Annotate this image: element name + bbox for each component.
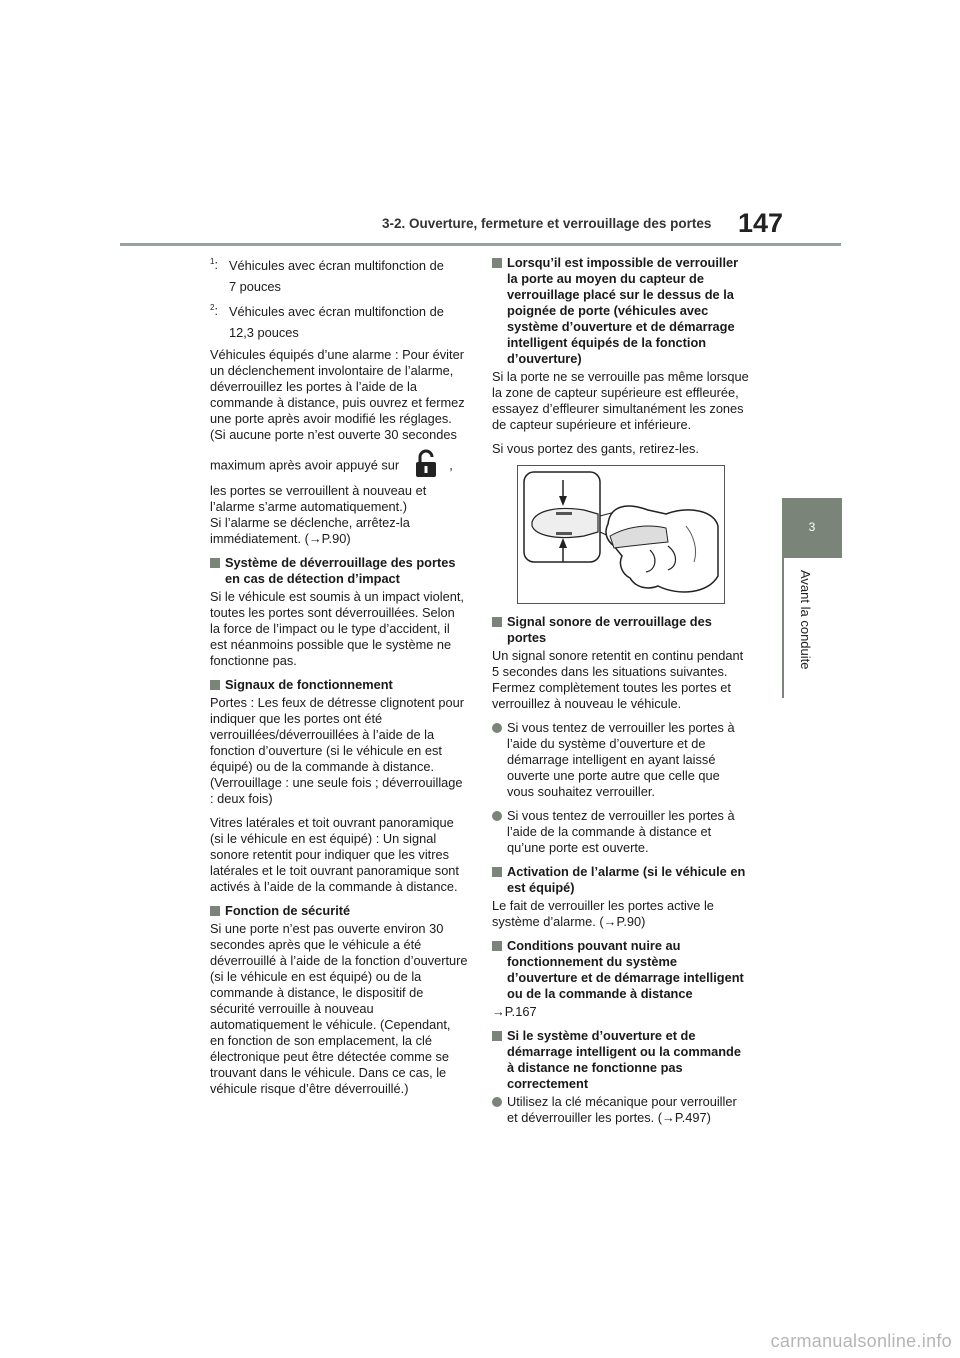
- section-square-icon: [210, 558, 220, 568]
- footnote-1: $^1$: Véhicules avec écran multifonction de 7 pouces: [210, 255, 468, 297]
- alarm-heading: [492, 864, 750, 896]
- alarm-paragraph-2b: ,: [449, 457, 453, 473]
- door-handle-illustration: [517, 465, 725, 604]
- section-square-icon: [492, 941, 502, 951]
- malfunction-heading: [492, 1028, 750, 1092]
- alarm-text: Le fait de verrouiller les portes active le système d’alarme. (→P.90): [492, 898, 714, 929]
- sensor-heading: [492, 255, 750, 367]
- malfunction-bullet: [492, 1094, 750, 1126]
- impact-text: Si le véhicule est soumis à un impact violent, toutes les portes sont déverrouillées. Selon la force de l’impact ou le type d’accident, il est néanmoins possible que le système ne fonctionne pas.: [210, 589, 464, 668]
- alarm-paragraph-1: Véhicules équipés d’une alarme : Pour éviter un déclenchement involontaire de l’alarme, déverrouillez les portes à l’aide de la commande à distance, puis ouvrez et fermez une porte après avoir modifié les réglages. (Si aucune porte n’est ouverte 30 secondes: [210, 347, 465, 442]
- impact-heading-text: Système de déverrouillage des portes en cas de détection d’impact: [225, 555, 456, 586]
- buzzer-bullet-1: [492, 720, 750, 800]
- buzzer-heading-text: Signal sonore de verrouillage des portes: [507, 614, 712, 645]
- section-square-icon: [492, 617, 502, 627]
- safety-heading: [210, 903, 468, 919]
- safety-text: Si une porte n’est pas ouverte environ 30 secondes après que le véhicule a été déverrouillé à l’aide de la fonction d’ouverture (si le véhicule en est équipé) ou de la commande à distance, le dispositif de sécurité verrouille à nouveau automatiquement le véhicule. (Cependant, en fonction de son emplacement, la clé électronique peut être détectée comme se trouvant dans le véhicule. Dans ce cas, le véhicule risque d’être déverrouillé.): [210, 921, 468, 1096]
- header-rule: [120, 243, 841, 246]
- signals-text-2: Vitres latérales et toit ouvrant panoramique (si le véhicule en est équipé) : Un signal sonore retentit pour indiquer que les vitres latérales et le toit ouvrant panoramique sont activés à l’aide de la commande à distance.: [210, 815, 459, 894]
- chapter-label: Avant la conduite: [798, 570, 813, 670]
- alarm-paragraph-4: Si l’alarme se déclenche, arrêtez-la immédiatement. (→P.90): [210, 515, 410, 546]
- alarm-paragraph-3: les portes se verrouillent à nouveau et l’alarme s’arme automatiquement.): [210, 483, 427, 514]
- footnote-2-mark: 2: [210, 303, 215, 312]
- footnote-1-line2: 7 pouces: [229, 279, 281, 294]
- signals-text-1: Portes : Les feux de détresse clignotent pour indiquer que les portes ont été verrouillées/déverrouillées à l’aide de la fonction d’ouverture (si le véhicule en est équipé) ou de la commande à distance. (Verrouillage : une seule fois ; déverrouillage : deux fois): [210, 695, 464, 806]
- footnote-1-line1: Véhicules avec écran multifonction de: [229, 258, 444, 273]
- buzzer-text: Un signal sonore retentit en continu pendant 5 secondes dans les situations suivantes. Fermez complètement toutes les portes et verrouillez à nouveau le véhicule.: [492, 648, 744, 711]
- buzzer-heading: [492, 614, 750, 646]
- page-number: 147: [738, 208, 784, 238]
- right-column: [492, 255, 750, 1134]
- buzzer-bullet-2: [492, 808, 750, 856]
- safety-heading-text: Fonction de sécurité: [225, 903, 351, 918]
- section-square-icon: [492, 1031, 502, 1041]
- sensor-text-2: Si vous portez des gants, retirez-les.: [492, 441, 699, 456]
- buzzer-bullet-2-text: Si vous tentez de verrouiller les portes à l’aide de la commande à distance et qu’une porte est ouverte.: [507, 808, 735, 855]
- malfunction-bullet-text: Utilisez la clé mécanique pour verrouiller et déverrouiller les portes. (→P.497): [507, 1094, 737, 1125]
- sensor-text-1: Si la porte ne se verrouille pas même lorsque la zone de capteur supérieure est effleurée, essayez d’effleurer simultanément les zones de capteur supérieure et inférieure.: [492, 369, 749, 432]
- conditions-heading-text: Conditions pouvant nuire au fonctionnement du système d’ouverture et de démarrage intelligent ou de la commande à distance: [507, 938, 744, 1001]
- left-column: [210, 255, 468, 1105]
- section-square-icon: [210, 906, 220, 916]
- bullet-dot-icon: [492, 811, 502, 821]
- footnote-2-line1: Véhicules avec écran multifonction de: [229, 304, 444, 319]
- conditions-text: →P.167: [492, 1004, 537, 1019]
- buzzer-bullet-1-text: Si vous tentez de verrouiller les portes à l’aide du système d’ouverture et de démarrage intelligent en ayant laissé ouverte une porte autre que celle que vous souhaitez verrouiller.: [507, 720, 735, 799]
- lock-icon: [413, 449, 439, 483]
- alarm-paragraph-2a: maximum après avoir appuyé sur: [210, 457, 400, 473]
- alarm-heading-text: Activation de l’alarme (si le véhicule en est équipé): [507, 864, 746, 895]
- impact-heading: [210, 555, 468, 587]
- footnote-1-mark: 1: [210, 257, 215, 266]
- chapter-rail: [782, 558, 784, 698]
- section-square-icon: [492, 867, 502, 877]
- sensor-heading-text: Lorsqu’il est impossible de verrouiller la porte au moyen du capteur de verrouillage placé sur le dessus de la poignée de porte (véhicules avec système d’ouverture et de démarrage intelligent équipés de la fonction d’ouverture): [507, 255, 739, 366]
- malfunction-heading-text: Si le système d’ouverture et de démarrage intelligent ou la commande à distance ne fonctionne pas correctement: [507, 1028, 741, 1091]
- bullet-dot-icon: [492, 1097, 502, 1107]
- conditions-heading: [492, 938, 750, 1002]
- chapter-number: 3: [808, 520, 816, 534]
- section-title: 3-2. Ouverture, fermeture et verrouillage des portes: [382, 216, 712, 231]
- signals-heading: [210, 677, 468, 693]
- alarm-paragraph-2: [210, 449, 468, 483]
- bullet-dot-icon: [492, 723, 502, 733]
- footnote-2: $^2$: Véhicules avec écran multifonction de 12,3 pouces: [210, 301, 468, 343]
- section-square-icon: [492, 258, 502, 268]
- signals-heading-text: Signaux de fonctionnement: [225, 677, 393, 692]
- chapter-tab: [782, 498, 842, 558]
- section-square-icon: [210, 680, 220, 690]
- footnote-2-line2: 12,3 pouces: [229, 325, 299, 340]
- footer-watermark: carmanualsonline.info: [770, 1331, 952, 1351]
